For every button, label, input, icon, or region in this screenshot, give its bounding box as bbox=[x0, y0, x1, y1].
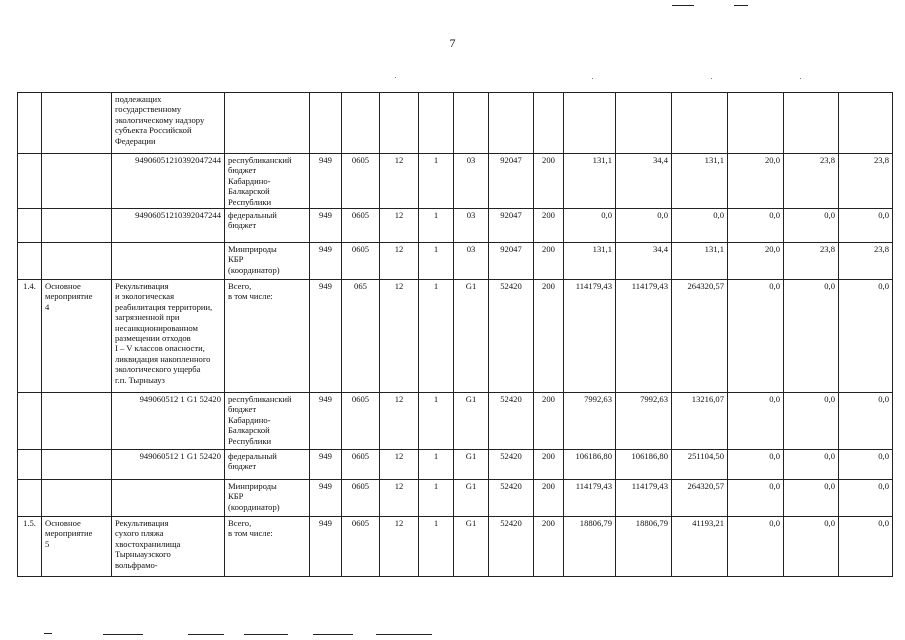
value-5-cell bbox=[784, 280, 839, 393]
value-4-text: 0,0 bbox=[769, 394, 780, 405]
pr-code-cell bbox=[380, 450, 419, 480]
value-3-cell bbox=[672, 93, 728, 154]
vr-code-text: 200 bbox=[542, 244, 555, 255]
cs-direction-code-cell bbox=[489, 280, 534, 393]
table-row bbox=[18, 93, 893, 154]
description-cell bbox=[112, 209, 225, 243]
cs-program-code-text: 1 bbox=[433, 210, 439, 221]
funding-source-cell bbox=[225, 450, 310, 480]
cs-program-code-text: 1 bbox=[433, 451, 439, 462]
value-6-text: 23,8 bbox=[873, 244, 889, 255]
cs-subprogram-code-text: 03 bbox=[466, 210, 476, 221]
funding-source-text: Минприроды КБР (координатор) bbox=[228, 244, 280, 275]
cs-subprogram-code-cell bbox=[454, 209, 489, 243]
row-number-cell bbox=[18, 209, 42, 243]
cs-subprogram-code-text: G1 bbox=[465, 394, 477, 405]
value-3-cell bbox=[672, 154, 728, 209]
pr-code-text: 12 bbox=[394, 281, 404, 292]
value-2-text: 18806,79 bbox=[635, 518, 668, 529]
vr-code-cell bbox=[534, 393, 564, 450]
row-number-cell bbox=[18, 517, 42, 577]
pr-code-cell bbox=[380, 517, 419, 577]
value-6-text: 23,8 bbox=[873, 155, 889, 165]
grbs-code-text: 949 bbox=[319, 244, 332, 255]
grbs-code-cell bbox=[310, 393, 342, 450]
grbs-code-text: 949 bbox=[319, 451, 332, 462]
funding-source-text: республиканский бюджет Кабардино- Балкарской Республики bbox=[228, 394, 292, 446]
pr-code-cell bbox=[380, 280, 419, 393]
vr-code-cell bbox=[534, 517, 564, 577]
value-5-cell bbox=[784, 517, 839, 577]
vr-code-text: 200 bbox=[542, 481, 555, 492]
pr-code-cell bbox=[380, 480, 419, 517]
value-6-text: 0,0 bbox=[878, 394, 889, 405]
event-name-cell bbox=[42, 393, 112, 450]
table-row bbox=[18, 393, 893, 450]
value-4-cell bbox=[728, 517, 784, 577]
table-row bbox=[18, 243, 893, 280]
funding-source-text: Минприроды КБР (координатор) bbox=[228, 481, 280, 512]
value-2-cell bbox=[616, 243, 672, 280]
value-4-cell bbox=[728, 280, 784, 393]
funding-source-cell bbox=[225, 209, 310, 243]
cs-subprogram-code-cell bbox=[454, 480, 489, 517]
value-3-text: 251104,50 bbox=[687, 451, 724, 462]
scan-mark bbox=[592, 78, 593, 79]
cs-subprogram-code-cell bbox=[454, 243, 489, 280]
footer-rule bbox=[188, 634, 224, 635]
value-2-text: 106186,80 bbox=[631, 451, 668, 462]
table-row bbox=[18, 450, 893, 480]
cs-program-code-cell bbox=[419, 209, 454, 243]
footer-rule bbox=[103, 634, 143, 635]
cs-program-code-text: 1 bbox=[433, 281, 439, 292]
event-name-cell bbox=[42, 243, 112, 280]
pr-code-text: 12 bbox=[394, 451, 404, 462]
grbs-code-text: 949 bbox=[319, 394, 332, 405]
funding-source-cell bbox=[225, 393, 310, 450]
cs-program-code-text: 1 bbox=[433, 518, 439, 529]
description-cell bbox=[112, 154, 225, 209]
header-rule-1 bbox=[672, 5, 694, 6]
value-4-cell bbox=[728, 154, 784, 209]
value-1-cell bbox=[564, 450, 616, 480]
vr-code-text: 200 bbox=[542, 394, 555, 405]
vr-code-text: 200 bbox=[542, 281, 555, 292]
grbs-code-cell bbox=[310, 480, 342, 517]
value-2-text: 114179,43 bbox=[631, 481, 668, 492]
value-1-text: 0,0 bbox=[601, 210, 612, 221]
value-5-text: 0,0 bbox=[824, 518, 835, 529]
header-rule-2 bbox=[734, 5, 748, 6]
cs-direction-code-cell bbox=[489, 209, 534, 243]
cs-direction-code-cell bbox=[489, 480, 534, 517]
vr-code-cell bbox=[534, 154, 564, 209]
grbs-code-text: 949 bbox=[319, 481, 332, 492]
grbs-code-cell bbox=[310, 209, 342, 243]
cs-direction-code-cell bbox=[489, 93, 534, 154]
value-4-text: 20,0 bbox=[764, 155, 780, 165]
value-2-text: 34,4 bbox=[652, 244, 668, 255]
row-number-cell bbox=[18, 280, 42, 393]
grbs-code-text: 949 bbox=[319, 281, 332, 292]
row-number-cell bbox=[18, 393, 42, 450]
pr-code-text: 12 bbox=[394, 155, 404, 165]
value-4-cell bbox=[728, 450, 784, 480]
value-6-text: 0,0 bbox=[878, 210, 889, 221]
vr-code-text: 200 bbox=[542, 451, 555, 462]
value-6-text: 0,0 bbox=[878, 481, 889, 492]
cs-subprogram-code-cell bbox=[454, 154, 489, 209]
value-1-cell bbox=[564, 93, 616, 154]
cs-direction-code-cell bbox=[489, 243, 534, 280]
value-5-cell bbox=[784, 393, 839, 450]
value-3-cell bbox=[672, 480, 728, 517]
rz-code-cell bbox=[342, 393, 380, 450]
value-1-text: 131,1 bbox=[592, 244, 612, 255]
value-3-text: 41193,21 bbox=[692, 518, 724, 529]
value-5-cell bbox=[784, 154, 839, 209]
value-1-text: 18806,79 bbox=[579, 518, 612, 529]
description-cell bbox=[112, 517, 225, 577]
value-4-cell bbox=[728, 93, 784, 154]
table-row bbox=[18, 280, 893, 393]
value-3-text: 264320,57 bbox=[687, 281, 724, 292]
value-2-cell bbox=[616, 154, 672, 209]
grbs-code-text: 949 bbox=[319, 210, 332, 221]
value-2-text: 7992,63 bbox=[640, 394, 668, 405]
footer-rule bbox=[376, 634, 432, 635]
value-2-text: 114179,43 bbox=[631, 281, 668, 292]
value-4-text: 20,0 bbox=[764, 244, 780, 255]
value-1-text: 106186,80 bbox=[575, 451, 612, 462]
cs-subprogram-code-text: 03 bbox=[466, 244, 476, 255]
value-3-text: 0,0 bbox=[713, 210, 724, 221]
value-2-text: 34,4 bbox=[652, 155, 668, 165]
rz-code-cell bbox=[342, 93, 380, 154]
description-text: подлежащих государственному экологическому надзору субъекта Российской Федерации bbox=[115, 94, 205, 146]
value-6-cell bbox=[839, 209, 893, 243]
table-row bbox=[18, 154, 893, 209]
pr-code-cell bbox=[380, 209, 419, 243]
row-number-text: 1.4. bbox=[23, 281, 36, 292]
rz-code-text: 0605 bbox=[351, 451, 370, 462]
cs-subprogram-code-cell bbox=[454, 393, 489, 450]
vr-code-text: 200 bbox=[542, 518, 555, 529]
value-5-cell bbox=[784, 209, 839, 243]
cs-direction-code-text: 92047 bbox=[500, 155, 522, 165]
value-4-text: 0,0 bbox=[769, 481, 780, 492]
cs-direction-code-text: 92047 bbox=[500, 210, 522, 221]
value-3-text: 131,1 bbox=[704, 244, 724, 255]
description-cell bbox=[112, 93, 225, 154]
grbs-code-cell bbox=[310, 154, 342, 209]
cs-program-code-text: 1 bbox=[433, 481, 439, 492]
value-5-text: 0,0 bbox=[824, 210, 835, 221]
cs-direction-code-text: 52420 bbox=[500, 518, 522, 529]
cs-direction-code-cell bbox=[489, 154, 534, 209]
value-3-text: 13216,07 bbox=[691, 394, 724, 405]
value-1-cell bbox=[564, 154, 616, 209]
value-6-text: 0,0 bbox=[878, 451, 889, 462]
cs-subprogram-code-text: G1 bbox=[465, 481, 477, 492]
cs-subprogram-code-text: G1 bbox=[465, 518, 477, 529]
value-3-text: 131,1 bbox=[704, 155, 724, 165]
funding-source-cell bbox=[225, 480, 310, 517]
funding-source-text: Всего, в том числе: bbox=[228, 518, 273, 539]
vr-code-cell bbox=[534, 280, 564, 393]
rz-code-text: 0605 bbox=[351, 518, 370, 529]
row-number-cell bbox=[18, 243, 42, 280]
event-name-cell bbox=[42, 480, 112, 517]
funding-source-text: Всего, в том числе: bbox=[228, 281, 273, 302]
value-1-cell bbox=[564, 480, 616, 517]
cs-program-code-cell bbox=[419, 280, 454, 393]
row-number-cell bbox=[18, 154, 42, 209]
cs-subprogram-code-cell bbox=[454, 517, 489, 577]
pr-code-text: 12 bbox=[394, 210, 404, 221]
vr-code-cell bbox=[534, 243, 564, 280]
value-4-cell bbox=[728, 393, 784, 450]
funding-source-cell bbox=[225, 280, 310, 393]
event-name-cell bbox=[42, 450, 112, 480]
cs-program-code-text: 1 bbox=[433, 155, 439, 165]
table-row bbox=[18, 209, 893, 243]
rz-code-cell bbox=[342, 450, 380, 480]
value-5-text: 23,8 bbox=[819, 244, 835, 255]
value-4-cell bbox=[728, 209, 784, 243]
cs-direction-code-text: 52420 bbox=[500, 451, 522, 462]
value-2-cell bbox=[616, 280, 672, 393]
cs-program-code-cell bbox=[419, 450, 454, 480]
event-name-cell bbox=[42, 93, 112, 154]
row-number-text: 1.5. bbox=[23, 518, 36, 529]
cs-subprogram-code-cell bbox=[454, 450, 489, 480]
grbs-code-cell bbox=[310, 280, 342, 393]
value-6-cell bbox=[839, 93, 893, 154]
description-cell bbox=[112, 450, 225, 480]
value-1-text: 7992,63 bbox=[584, 394, 612, 405]
value-3-text: 264320,57 bbox=[687, 481, 724, 492]
value-1-text: 114179,43 bbox=[575, 481, 612, 492]
funding-source-cell bbox=[225, 517, 310, 577]
value-5-text: 0,0 bbox=[824, 394, 835, 405]
value-2-cell bbox=[616, 517, 672, 577]
budget-table bbox=[17, 92, 893, 577]
value-4-text: 0,0 bbox=[769, 281, 780, 292]
value-2-cell bbox=[616, 93, 672, 154]
value-3-cell bbox=[672, 280, 728, 393]
rz-code-text: 065 bbox=[354, 281, 367, 292]
cs-program-code-cell bbox=[419, 93, 454, 154]
cs-program-code-cell bbox=[419, 480, 454, 517]
cs-subprogram-code-cell bbox=[454, 280, 489, 393]
rz-code-text: 0605 bbox=[351, 394, 370, 405]
cs-direction-code-cell bbox=[489, 517, 534, 577]
footer-rule bbox=[313, 634, 353, 635]
value-6-cell bbox=[839, 450, 893, 480]
rz-code-text: 0605 bbox=[351, 481, 370, 492]
value-1-text: 131,1 bbox=[592, 155, 612, 165]
rz-code-cell bbox=[342, 154, 380, 209]
value-6-cell bbox=[839, 280, 893, 393]
funding-source-cell bbox=[225, 93, 310, 154]
cs-direction-code-cell bbox=[489, 393, 534, 450]
value-2-text: 0,0 bbox=[657, 210, 668, 221]
value-4-cell bbox=[728, 480, 784, 517]
rz-code-cell bbox=[342, 280, 380, 393]
cs-subprogram-code-cell bbox=[454, 93, 489, 154]
description-text: 94906051210392047244 bbox=[135, 155, 221, 165]
funding-source-text: федеральный бюджет bbox=[228, 210, 277, 231]
cs-direction-code-text: 92047 bbox=[500, 244, 522, 255]
page-number: 7 bbox=[449, 36, 456, 50]
value-6-cell bbox=[839, 243, 893, 280]
rz-code-cell bbox=[342, 517, 380, 577]
event-name-cell bbox=[42, 154, 112, 209]
cs-direction-code-text: 52420 bbox=[500, 394, 522, 405]
pr-code-text: 12 bbox=[394, 481, 404, 492]
grbs-code-cell bbox=[310, 243, 342, 280]
value-4-cell bbox=[728, 243, 784, 280]
footer-rule bbox=[44, 633, 52, 634]
table-row bbox=[18, 517, 893, 577]
value-6-text: 0,0 bbox=[878, 281, 889, 292]
value-5-cell bbox=[784, 480, 839, 517]
event-name-cell bbox=[42, 517, 112, 577]
grbs-code-cell bbox=[310, 517, 342, 577]
value-6-cell bbox=[839, 480, 893, 517]
value-2-cell bbox=[616, 209, 672, 243]
rz-code-cell bbox=[342, 243, 380, 280]
value-3-cell bbox=[672, 209, 728, 243]
scan-mark bbox=[395, 77, 396, 78]
cs-program-code-text: 1 bbox=[433, 244, 439, 255]
row-number-cell bbox=[18, 93, 42, 154]
scan-mark bbox=[800, 78, 801, 79]
vr-code-cell bbox=[534, 93, 564, 154]
value-5-cell bbox=[784, 93, 839, 154]
pr-code-cell bbox=[380, 243, 419, 280]
cs-subprogram-code-text: G1 bbox=[465, 451, 477, 462]
rz-code-cell bbox=[342, 480, 380, 517]
value-1-cell bbox=[564, 393, 616, 450]
value-6-cell bbox=[839, 154, 893, 209]
value-6-cell bbox=[839, 517, 893, 577]
value-5-cell bbox=[784, 243, 839, 280]
cs-program-code-cell bbox=[419, 154, 454, 209]
rz-code-text: 0605 bbox=[351, 155, 370, 165]
row-number-cell bbox=[18, 480, 42, 517]
cs-direction-code-text: 52420 bbox=[500, 281, 522, 292]
value-4-text: 0,0 bbox=[769, 518, 780, 529]
value-6-text: 0,0 bbox=[878, 518, 889, 529]
description-text: Рекультивация сухого пляжа хвостохранилища Тырныаузского вольфрамо- bbox=[115, 518, 181, 570]
cs-program-code-cell bbox=[419, 393, 454, 450]
pr-code-cell bbox=[380, 93, 419, 154]
value-3-cell bbox=[672, 450, 728, 480]
value-5-text: 0,0 bbox=[824, 451, 835, 462]
value-3-cell bbox=[672, 393, 728, 450]
grbs-code-cell bbox=[310, 450, 342, 480]
value-5-text: 0,0 bbox=[824, 481, 835, 492]
funding-source-text: федеральный бюджет bbox=[228, 451, 277, 472]
description-cell bbox=[112, 280, 225, 393]
description-text: Рекультивация и экологическая реабилитация территории, загрязненной при несанкционированном размещении отходов I – V классов опасности, ликвидация накопленного экологического ущерба г.п. Тырныауз bbox=[115, 281, 213, 385]
pr-code-cell bbox=[380, 154, 419, 209]
footer-rule bbox=[244, 634, 288, 635]
event-name-text: Основное мероприятие 4 bbox=[45, 281, 93, 312]
value-1-cell bbox=[564, 209, 616, 243]
value-3-cell bbox=[672, 517, 728, 577]
grbs-code-cell bbox=[310, 93, 342, 154]
value-1-cell bbox=[564, 243, 616, 280]
table-row bbox=[18, 480, 893, 517]
value-2-cell bbox=[616, 480, 672, 517]
row-number-cell bbox=[18, 450, 42, 480]
rz-code-cell bbox=[342, 209, 380, 243]
cs-subprogram-code-text: 03 bbox=[466, 155, 476, 165]
value-4-text: 0,0 bbox=[769, 451, 780, 462]
vr-code-cell bbox=[534, 450, 564, 480]
vr-code-cell bbox=[534, 209, 564, 243]
cs-program-code-cell bbox=[419, 243, 454, 280]
value-5-cell bbox=[784, 450, 839, 480]
cs-direction-code-cell bbox=[489, 450, 534, 480]
pr-code-cell bbox=[380, 393, 419, 450]
funding-source-text: республиканский бюджет Кабардино- Балкарской Республики bbox=[228, 155, 292, 207]
funding-source-cell bbox=[225, 154, 310, 209]
pr-code-text: 12 bbox=[394, 244, 404, 255]
value-3-cell bbox=[672, 243, 728, 280]
description-text: 94906051210392047244 bbox=[135, 210, 221, 221]
value-5-text: 23,8 bbox=[819, 155, 835, 165]
value-5-text: 0,0 bbox=[824, 281, 835, 292]
vr-code-text: 200 bbox=[542, 210, 555, 221]
description-text: 949060512 1 G1 52420 bbox=[139, 451, 221, 462]
cs-program-code-text: 1 bbox=[433, 394, 439, 405]
pr-code-text: 12 bbox=[394, 394, 404, 405]
grbs-code-text: 949 bbox=[319, 155, 332, 165]
rz-code-text: 0605 bbox=[351, 210, 370, 221]
description-text: 949060512 1 G1 52420 bbox=[139, 394, 221, 405]
value-1-cell bbox=[564, 280, 616, 393]
event-name-cell bbox=[42, 209, 112, 243]
description-cell bbox=[112, 480, 225, 517]
value-1-cell bbox=[564, 517, 616, 577]
vr-code-cell bbox=[534, 480, 564, 517]
rz-code-text: 0605 bbox=[351, 244, 370, 255]
description-cell bbox=[112, 393, 225, 450]
vr-code-text: 200 bbox=[542, 155, 555, 165]
value-2-cell bbox=[616, 450, 672, 480]
pr-code-text: 12 bbox=[394, 518, 404, 529]
value-6-cell bbox=[839, 393, 893, 450]
cs-subprogram-code-text: G1 bbox=[465, 281, 477, 292]
event-name-cell bbox=[42, 280, 112, 393]
description-cell bbox=[112, 243, 225, 280]
cs-direction-code-text: 52420 bbox=[500, 481, 522, 492]
cs-program-code-cell bbox=[419, 517, 454, 577]
funding-source-cell bbox=[225, 243, 310, 280]
event-name-text: Основное мероприятие 5 bbox=[45, 518, 93, 549]
scan-mark bbox=[711, 78, 712, 79]
value-1-text: 114179,43 bbox=[575, 281, 612, 292]
value-2-cell bbox=[616, 393, 672, 450]
value-4-text: 0,0 bbox=[769, 210, 780, 221]
grbs-code-text: 949 bbox=[319, 518, 332, 529]
